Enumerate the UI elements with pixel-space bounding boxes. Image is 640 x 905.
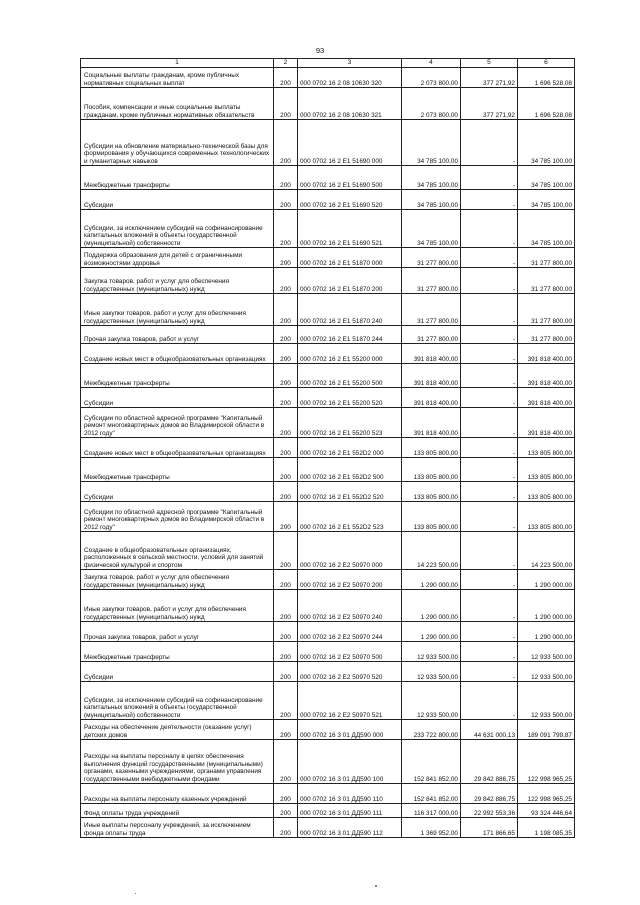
row-name: Субсидии, за исключением субсидий на софинансирование капитальных вложений в объекты государственной (муниципальной) собственности <box>81 210 274 248</box>
row-line-code: 200 <box>274 268 298 294</box>
row-approved-amount: 391 818 400,00 <box>402 388 461 408</box>
row-name: Закупка товаров, работ и услуг для обеспечения государственных (муниципальных) нужд <box>81 268 274 294</box>
row-line-code: 200 <box>274 804 298 818</box>
page-number: 93 <box>315 46 325 55</box>
row-remaining-amount: 1 198 085,35 <box>518 818 575 838</box>
row-approved-amount: 31 277 800,00 <box>402 248 461 268</box>
row-approved-amount: 2 073 800,00 <box>402 68 461 88</box>
row-approved-amount: 31 277 800,00 <box>402 326 461 344</box>
row-budget-code: 000 0702 16 2 E1 51870 000 <box>298 248 402 268</box>
row-name: Иные выплаты персоналу учреждений, за исключением фонда оплаты труда <box>81 818 274 838</box>
row-budget-code: 000 0702 16 2 E2 50970 240 <box>298 590 402 622</box>
row-name: Создание в общеобразовательных организациях, расположенных в сельской местности, условий для занятий физической культурой и спортом <box>81 532 274 570</box>
row-executed-amount: - <box>461 326 518 344</box>
table-row <box>81 818 575 838</box>
row-remaining-amount: 31 277 800,00 <box>518 268 575 294</box>
row-budget-code: 000 0702 16 3 01 ДД590 112 <box>298 818 402 838</box>
row-line-code: 200 <box>274 388 298 408</box>
row-line-code: 200 <box>274 210 298 248</box>
row-name: Расходы на обеспечение деятельности (оказание услуг) детских домов <box>81 720 274 740</box>
row-remaining-amount: 1 290 000,00 <box>518 590 575 622</box>
row-name: Прочая закупка товаров, работ и услуг <box>81 326 274 344</box>
row-line-code: 200 <box>274 294 298 326</box>
row-line-code: 200 <box>274 120 298 166</box>
row-budget-code: 000 0702 16 2 08 10630 320 <box>298 68 402 88</box>
row-budget-code: 000 0702 16 2 E2 50970 520 <box>298 662 402 682</box>
budget-table <box>80 58 575 838</box>
row-executed-amount: - <box>461 388 518 408</box>
table-row <box>81 344 575 364</box>
row-name: Создание новых мест в общеобразовательных организациях <box>81 344 274 364</box>
column-header: 3 <box>298 59 402 68</box>
table-row <box>81 642 575 662</box>
row-approved-amount: 152 841 852,00 <box>402 784 461 804</box>
table-row <box>81 68 575 88</box>
row-budget-code: 000 0702 16 2 E1 552D2 523 <box>298 502 402 532</box>
row-approved-amount: 2 073 800,00 <box>402 88 461 120</box>
row-name: Фонд оплаты труда учреждений <box>81 804 274 818</box>
row-remaining-amount: 122 998 965,25 <box>518 740 575 784</box>
row-approved-amount: 133 805 800,00 <box>402 482 461 502</box>
row-remaining-amount: 14 223 500,00 <box>518 532 575 570</box>
row-line-code: 200 <box>274 720 298 740</box>
row-remaining-amount: 189 091 799,87 <box>518 720 575 740</box>
row-executed-amount: 377 271,92 <box>461 68 518 88</box>
row-budget-code: 000 0702 16 2 E2 50970 521 <box>298 682 402 720</box>
table-row <box>81 166 575 190</box>
table-row <box>81 502 575 532</box>
row-name: Межбюджетные трансферты <box>81 642 274 662</box>
row-remaining-amount: 12 933 500,00 <box>518 642 575 662</box>
table-header-row <box>81 59 575 68</box>
table-row <box>81 408 575 438</box>
row-line-code: 200 <box>274 248 298 268</box>
row-executed-amount: - <box>461 268 518 294</box>
row-budget-code: 000 0702 16 2 E1 51690 000 <box>298 120 402 166</box>
row-budget-code: 000 0702 16 2 08 10630 321 <box>298 88 402 120</box>
row-executed-amount: - <box>461 438 518 458</box>
table-row <box>81 662 575 682</box>
column-header: 2 <box>274 59 298 68</box>
row-name: Закупка товаров, работ и услуг для обеспечения государственных (муниципальных) нужд <box>81 570 274 590</box>
row-executed-amount: - <box>461 344 518 364</box>
row-remaining-amount: 133 805 800,00 <box>518 458 575 482</box>
table-row <box>81 532 575 570</box>
table-row <box>81 458 575 482</box>
row-remaining-amount: 1 696 528,08 <box>518 88 575 120</box>
table-row <box>81 120 575 166</box>
row-executed-amount: - <box>461 570 518 590</box>
row-line-code: 200 <box>274 570 298 590</box>
row-name: Субсидии <box>81 388 274 408</box>
row-executed-amount: - <box>461 622 518 642</box>
row-line-code: 200 <box>274 502 298 532</box>
row-approved-amount: 31 277 800,00 <box>402 294 461 326</box>
row-line-code: 200 <box>274 88 298 120</box>
row-approved-amount: 133 805 800,00 <box>402 438 461 458</box>
row-executed-amount: 29 842 886,75 <box>461 784 518 804</box>
row-approved-amount: 31 277 800,00 <box>402 268 461 294</box>
row-executed-amount: - <box>461 532 518 570</box>
row-budget-code: 000 0702 16 2 E1 51870 200 <box>298 268 402 294</box>
row-name: Прочая закупка товаров, работ и услуг <box>81 622 274 642</box>
row-approved-amount: 1 290 000,00 <box>402 570 461 590</box>
row-approved-amount: 233 722 800,00 <box>402 720 461 740</box>
table-row <box>81 590 575 622</box>
row-remaining-amount: 34 785 100,00 <box>518 190 575 210</box>
row-name: Субсидии, за исключением субсидий на софинансирование капитальных вложений в объекты государственной (муниципальной) собственности <box>81 682 274 720</box>
row-executed-amount: - <box>461 190 518 210</box>
column-header: 6 <box>518 59 575 68</box>
row-executed-amount: - <box>461 248 518 268</box>
row-executed-amount: - <box>461 642 518 662</box>
row-remaining-amount: 93 324 446,64 <box>518 804 575 818</box>
row-line-code: 200 <box>274 784 298 804</box>
row-budget-code: 000 0702 16 2 E1 55200 000 <box>298 344 402 364</box>
row-approved-amount: 116 317 000,00 <box>402 804 461 818</box>
row-budget-code: 000 0702 16 3 01 ДД590 110 <box>298 784 402 804</box>
table-row <box>81 720 575 740</box>
row-name: Субсидии на обновление материально-технической базы для формирования у обучающихся современных технологических и гуманитарных навыков <box>81 120 274 166</box>
row-budget-code: 000 0702 16 2 E1 55200 500 <box>298 364 402 388</box>
row-remaining-amount: 391 818 400,00 <box>518 388 575 408</box>
row-executed-amount: - <box>461 458 518 482</box>
table-row <box>81 294 575 326</box>
row-approved-amount: 34 785 100,00 <box>402 210 461 248</box>
row-budget-code: 000 0702 16 2 E2 50970 244 <box>298 622 402 642</box>
row-budget-code: 000 0702 16 2 E1 51870 240 <box>298 294 402 326</box>
column-header: 4 <box>402 59 461 68</box>
row-name: Поддержка образования для детей с ограниченными возможностями здоровья <box>81 248 274 268</box>
row-budget-code: 000 0702 16 2 E1 51690 521 <box>298 210 402 248</box>
table-row <box>81 210 575 248</box>
table-row <box>81 268 575 294</box>
row-remaining-amount: 31 277 800,00 <box>518 294 575 326</box>
row-line-code: 200 <box>274 532 298 570</box>
row-budget-code: 000 0702 16 2 E1 51870 244 <box>298 326 402 344</box>
row-approved-amount: 391 818 400,00 <box>402 344 461 364</box>
row-approved-amount: 34 785 100,00 <box>402 166 461 190</box>
row-executed-amount: 22 992 553,36 <box>461 804 518 818</box>
row-name: Межбюджетные трансферты <box>81 364 274 388</box>
table-row <box>81 326 575 344</box>
row-remaining-amount: 1 696 528,08 <box>518 68 575 88</box>
row-remaining-amount: 133 805 800,00 <box>518 482 575 502</box>
row-remaining-amount: 34 785 100,00 <box>518 120 575 166</box>
column-header: 1 <box>81 59 274 68</box>
row-line-code: 200 <box>274 740 298 784</box>
row-approved-amount: 34 785 100,00 <box>402 190 461 210</box>
row-name: Межбюджетные трансферты <box>81 166 274 190</box>
row-approved-amount: 34 785 100,00 <box>402 120 461 166</box>
row-name: Субсидии <box>81 482 274 502</box>
row-name: Пособия, компенсации и иные социальные выплаты гражданам, кроме публичных нормативных обязательств <box>81 88 274 120</box>
row-approved-amount: 133 805 800,00 <box>402 458 461 482</box>
table-row <box>81 622 575 642</box>
row-approved-amount: 1 290 000,00 <box>402 590 461 622</box>
row-budget-code: 000 0702 16 2 E2 50970 200 <box>298 570 402 590</box>
row-approved-amount: 14 223 500,00 <box>402 532 461 570</box>
row-remaining-amount: 133 805 800,00 <box>518 438 575 458</box>
row-line-code: 200 <box>274 818 298 838</box>
row-executed-amount: - <box>461 210 518 248</box>
row-remaining-amount: 133 805 800,00 <box>518 502 575 532</box>
row-budget-code: 000 0702 16 3 01 ДД590 000 <box>298 720 402 740</box>
row-approved-amount: 1 369 952,00 <box>402 818 461 838</box>
row-budget-code: 000 0702 16 2 E2 50970 500 <box>298 642 402 662</box>
row-approved-amount: 12 933 500,00 <box>402 642 461 662</box>
row-line-code: 200 <box>274 682 298 720</box>
row-remaining-amount: 391 818 400,00 <box>518 344 575 364</box>
row-budget-code: 000 0702 16 2 E1 55200 520 <box>298 388 402 408</box>
row-name: Расходы на выплаты персоналу в целях обеспечения выполнения функций государственными (муниципальными) органами, казенными учреждениями, органами управления государственными внебюджетными фондами <box>81 740 274 784</box>
row-executed-amount: - <box>461 294 518 326</box>
table-row <box>81 88 575 120</box>
row-line-code: 200 <box>274 590 298 622</box>
scan-speck <box>135 893 136 894</box>
row-remaining-amount: 1 290 000,00 <box>518 622 575 642</box>
table-row <box>81 364 575 388</box>
table-row <box>81 482 575 502</box>
column-header: 5 <box>461 59 518 68</box>
row-name: Расходы на выплаты персоналу казенных учреждений <box>81 784 274 804</box>
row-line-code: 200 <box>274 68 298 88</box>
row-name: Иные закупки товаров, работ и услуг для обеспечения государственных (муниципальных) нужд <box>81 294 274 326</box>
row-name: Субсидии <box>81 190 274 210</box>
row-name: Субсидии по областной адресной программе "Капитальный ремонт многоквартирных домов во Владимирской области в 2012 году" <box>81 408 274 438</box>
row-executed-amount: - <box>461 662 518 682</box>
row-executed-amount: - <box>461 682 518 720</box>
row-name: Межбюджетные трансферты <box>81 458 274 482</box>
row-executed-amount: 377 271,92 <box>461 88 518 120</box>
row-executed-amount: 44 631 000,13 <box>461 720 518 740</box>
row-budget-code: 000 0702 16 2 E1 552D2 000 <box>298 438 402 458</box>
row-executed-amount: 29 842 886,75 <box>461 740 518 784</box>
row-remaining-amount: 391 818 400,00 <box>518 364 575 388</box>
row-remaining-amount: 122 998 965,25 <box>518 784 575 804</box>
row-executed-amount: - <box>461 590 518 622</box>
row-executed-amount: - <box>461 482 518 502</box>
table-row <box>81 438 575 458</box>
row-budget-code: 000 0702 16 2 E2 50970 000 <box>298 532 402 570</box>
row-budget-code: 000 0702 16 3 01 ДД590 100 <box>298 740 402 784</box>
row-name: Субсидии <box>81 662 274 682</box>
row-budget-code: 000 0702 16 2 E1 552D2 500 <box>298 458 402 482</box>
table-row <box>81 682 575 720</box>
row-executed-amount: - <box>461 120 518 166</box>
row-remaining-amount: 31 277 800,00 <box>518 248 575 268</box>
table-row <box>81 740 575 784</box>
table-row <box>81 248 575 268</box>
row-budget-code: 000 0702 16 2 E1 51690 500 <box>298 166 402 190</box>
row-line-code: 200 <box>274 642 298 662</box>
table-row <box>81 804 575 818</box>
row-budget-code: 000 0702 16 2 E1 552D2 520 <box>298 482 402 502</box>
row-approved-amount: 391 818 400,00 <box>402 408 461 438</box>
row-line-code: 200 <box>274 190 298 210</box>
row-name: Субсидии по областной адресной программе "Капитальный ремонт многоквартирных домов во Владимирской области в 2012 году" <box>81 502 274 532</box>
row-remaining-amount: 1 290 000,00 <box>518 570 575 590</box>
table-row <box>81 190 575 210</box>
row-name: Социальные выплаты гражданам, кроме публичных нормативных социальных выплат <box>81 68 274 88</box>
scan-speck <box>375 885 377 887</box>
row-line-code: 200 <box>274 482 298 502</box>
row-line-code: 200 <box>274 438 298 458</box>
table-row <box>81 388 575 408</box>
row-approved-amount: 12 933 500,00 <box>402 682 461 720</box>
row-name: Создание новых мест в общеобразовательных организациях <box>81 438 274 458</box>
row-approved-amount: 12 933 500,00 <box>402 662 461 682</box>
row-line-code: 200 <box>274 364 298 388</box>
row-budget-code: 000 0702 16 3 01 ДД590 111 <box>298 804 402 818</box>
row-approved-amount: 391 818 400,00 <box>402 364 461 388</box>
row-line-code: 200 <box>274 326 298 344</box>
row-remaining-amount: 34 785 100,00 <box>518 166 575 190</box>
row-remaining-amount: 12 933 500,00 <box>518 662 575 682</box>
row-name: Иные закупки товаров, работ и услуг для обеспечения государственных (муниципальных) нужд <box>81 590 274 622</box>
row-line-code: 200 <box>274 344 298 364</box>
row-remaining-amount: 31 277 800,00 <box>518 326 575 344</box>
table-row <box>81 570 575 590</box>
row-budget-code: 000 0702 16 2 E1 51690 520 <box>298 190 402 210</box>
row-line-code: 200 <box>274 408 298 438</box>
row-remaining-amount: 34 785 100,00 <box>518 210 575 248</box>
row-executed-amount: 171 866,65 <box>461 818 518 838</box>
table-row <box>81 784 575 804</box>
row-approved-amount: 152 841 852,00 <box>402 740 461 784</box>
row-line-code: 200 <box>274 458 298 482</box>
row-remaining-amount: 12 933 500,00 <box>518 682 575 720</box>
row-executed-amount: - <box>461 166 518 190</box>
row-approved-amount: 1 290 000,00 <box>402 622 461 642</box>
row-approved-amount: 133 805 800,00 <box>402 502 461 532</box>
row-remaining-amount: 391 818 400,00 <box>518 408 575 438</box>
row-line-code: 200 <box>274 166 298 190</box>
row-line-code: 200 <box>274 622 298 642</box>
row-executed-amount: - <box>461 408 518 438</box>
row-executed-amount: - <box>461 364 518 388</box>
row-line-code: 200 <box>274 662 298 682</box>
row-executed-amount: - <box>461 502 518 532</box>
row-budget-code: 000 0702 16 2 E1 55200 523 <box>298 408 402 438</box>
